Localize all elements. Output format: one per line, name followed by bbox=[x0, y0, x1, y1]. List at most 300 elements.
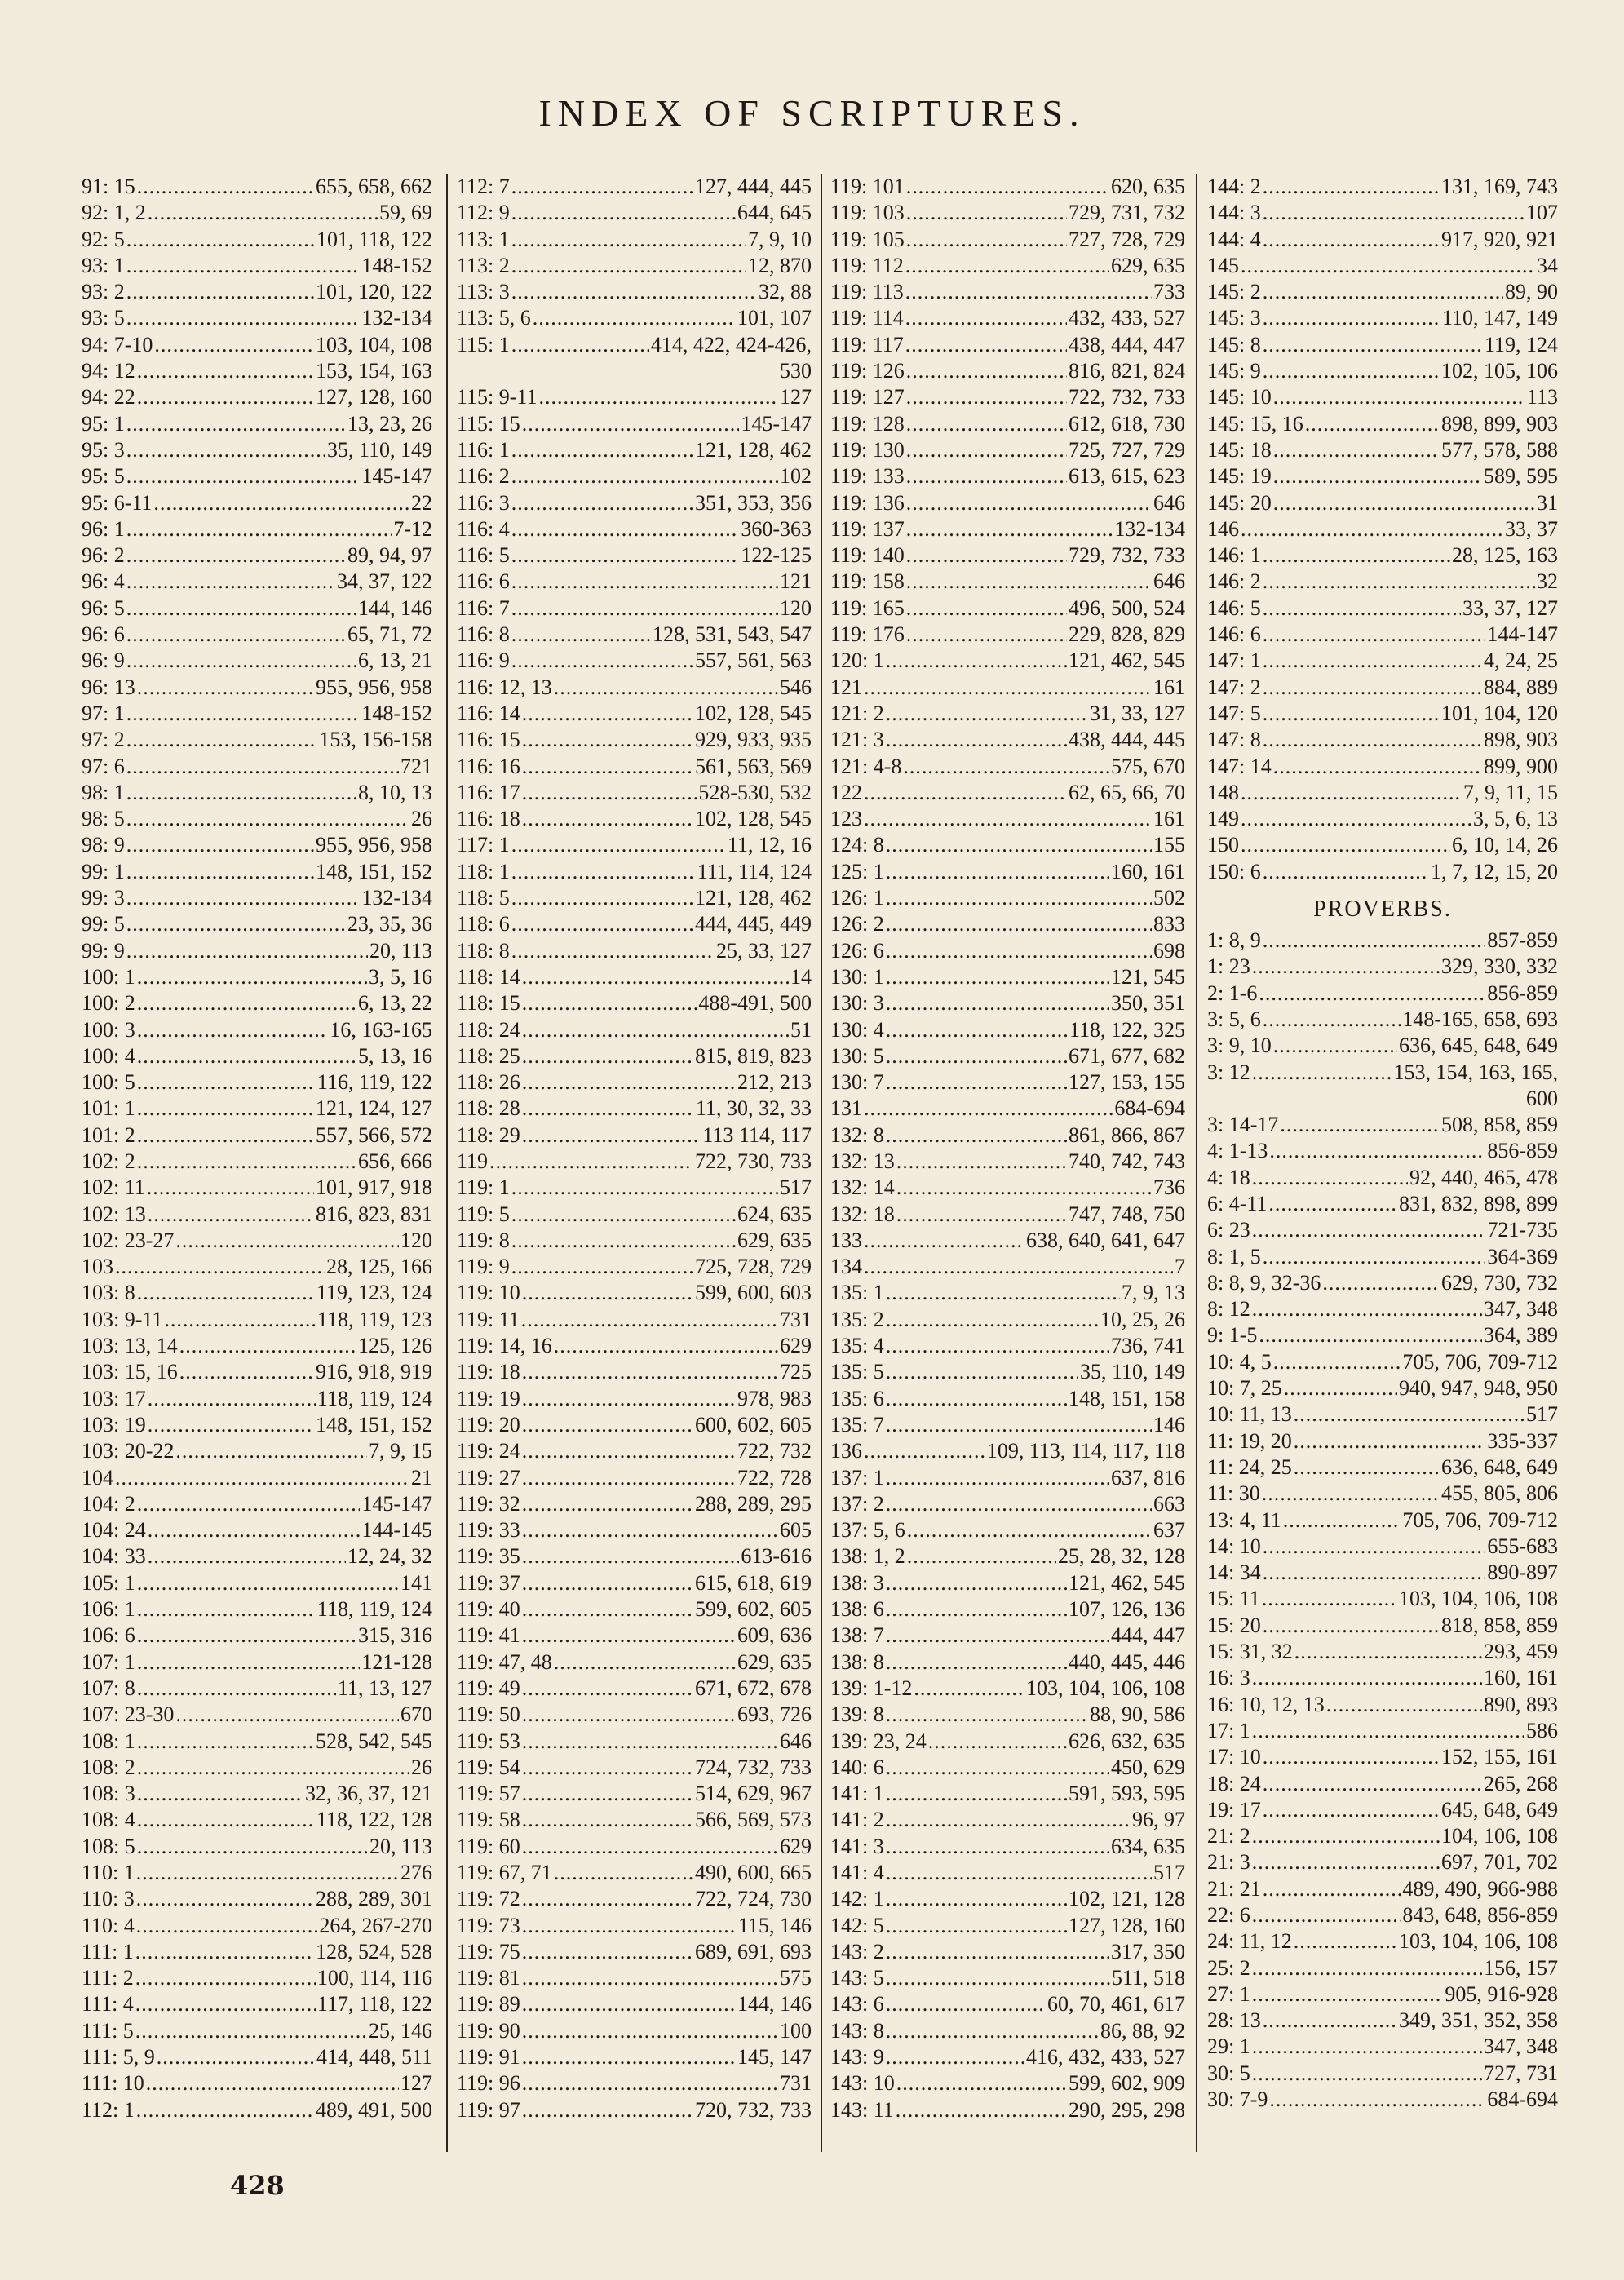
index-entry bbox=[82, 1069, 432, 1096]
dot-leader bbox=[1252, 1902, 1401, 1928]
index-entry bbox=[830, 727, 1185, 753]
page-references: 26 bbox=[411, 1755, 432, 1779]
scripture-reference: 11: 19, 20 bbox=[1207, 1428, 1292, 1453]
index-entry bbox=[1207, 1007, 1558, 1033]
scripture-reference: 116: 16 bbox=[457, 754, 520, 778]
page-references: 102, 105, 106 bbox=[1441, 359, 1558, 383]
scripture-reference: 119: 128 bbox=[830, 411, 905, 436]
scripture-reference: 108: 3 bbox=[82, 1782, 135, 1806]
scripture-reference: 119: 136 bbox=[830, 490, 905, 515]
page-references: 161 bbox=[1153, 807, 1185, 831]
dot-leader bbox=[157, 2044, 315, 2070]
page-references: 145-147 bbox=[361, 464, 432, 489]
dot-leader bbox=[1252, 1823, 1440, 1849]
index-entry bbox=[82, 1543, 432, 1569]
scripture-reference: 118: 8 bbox=[457, 938, 510, 963]
dot-leader bbox=[864, 1228, 1024, 1254]
scripture-reference: 144: 2 bbox=[1207, 175, 1261, 198]
page-references: 740, 742, 743 bbox=[1069, 1149, 1185, 1173]
page-references: 364-369 bbox=[1487, 1244, 1558, 1268]
page-references: 102, 128, 545 bbox=[695, 701, 812, 725]
index-entry bbox=[1207, 1560, 1558, 1586]
index-entry bbox=[82, 1333, 432, 1359]
dot-leader bbox=[522, 1807, 693, 1833]
index-entry bbox=[1207, 305, 1558, 331]
page-references: 626, 632, 635 bbox=[1069, 1729, 1185, 1753]
page-references: 148, 151, 158 bbox=[1069, 1386, 1185, 1410]
dot-leader bbox=[511, 859, 696, 885]
scripture-reference: 119: 33 bbox=[457, 1518, 520, 1543]
index-entry bbox=[82, 2018, 432, 2044]
scripture-reference: 100: 3 bbox=[82, 1017, 135, 1042]
index-entry bbox=[1207, 569, 1558, 595]
scripture-reference: 106: 1 bbox=[82, 1597, 135, 1622]
scripture-reference: 119: 9 bbox=[457, 1255, 510, 1279]
dot-leader bbox=[1252, 2061, 1482, 2087]
index-entry bbox=[457, 1860, 812, 1886]
scripture-reference: 112: 7 bbox=[457, 175, 510, 198]
scripture-reference: 14: 34 bbox=[1207, 1561, 1261, 1585]
page-references: 629, 635 bbox=[1111, 253, 1185, 277]
dot-leader bbox=[1294, 1401, 1524, 1428]
dot-leader bbox=[1326, 1692, 1482, 1718]
scripture-reference: 119: 24 bbox=[457, 1439, 520, 1463]
index-entry bbox=[457, 516, 812, 542]
page-references: 119, 124 bbox=[1484, 332, 1558, 356]
scripture-reference: 110: 4 bbox=[82, 1913, 135, 1937]
page-references: 636, 645, 648, 649 bbox=[1399, 1034, 1558, 1058]
index-entry bbox=[82, 1465, 432, 1491]
scripture-reference: 147: 8 bbox=[1207, 728, 1261, 752]
page-references: 127, 153, 155 bbox=[1069, 1070, 1185, 1095]
page-references: 725, 728, 729 bbox=[695, 1255, 812, 1279]
scripture-reference: 130: 5 bbox=[830, 1043, 884, 1068]
page-references: 818, 858, 859 bbox=[1441, 1613, 1558, 1637]
page-references: 638, 640, 641, 647 bbox=[1026, 1228, 1185, 1252]
scripture-reference: 141: 1 bbox=[830, 1782, 884, 1806]
index-entry bbox=[457, 463, 812, 489]
index-entry bbox=[457, 806, 812, 832]
index-entry bbox=[830, 1069, 1185, 1096]
dot-leader bbox=[886, 1017, 1068, 1043]
scripture-reference: 2: 1-6 bbox=[1207, 981, 1258, 1005]
index-entry bbox=[830, 832, 1185, 858]
scripture-reference: 116: 14 bbox=[457, 701, 520, 725]
page-references: 600 bbox=[1526, 1086, 1558, 1110]
scripture-reference: 91: 15 bbox=[82, 175, 135, 198]
index-entry bbox=[457, 1517, 812, 1543]
page-references: 7, 9, 15 bbox=[369, 1439, 432, 1463]
dot-leader bbox=[1241, 806, 1471, 832]
dot-leader bbox=[126, 516, 392, 542]
page-references: 132-134 bbox=[361, 306, 432, 330]
dot-leader bbox=[928, 1729, 1067, 1755]
scripture-reference: 119: 130 bbox=[830, 437, 905, 462]
index-entry bbox=[82, 384, 432, 410]
scripture-reference: 119: 97 bbox=[457, 2097, 520, 2122]
index-entry bbox=[457, 1359, 812, 1385]
index-entry bbox=[830, 1649, 1185, 1676]
index-entry bbox=[82, 1228, 432, 1254]
scripture-reference: 135: 4 bbox=[830, 1334, 884, 1358]
page-references: 33, 37 bbox=[1505, 516, 1558, 541]
page-references: 5, 13, 16 bbox=[358, 1043, 432, 1068]
scripture-reference: 121: 3 bbox=[830, 728, 884, 752]
page-references: 28, 125, 166 bbox=[326, 1255, 432, 1279]
index-entry bbox=[457, 1543, 812, 1569]
dot-leader bbox=[906, 411, 1067, 437]
page-references: 96, 97 bbox=[1132, 1808, 1185, 1832]
page-references: 898, 899, 903 bbox=[1441, 411, 1558, 436]
page-references: 131, 169, 743 bbox=[1441, 175, 1558, 198]
column-rule bbox=[446, 174, 448, 2152]
index-entry bbox=[82, 780, 432, 806]
page-references: 65, 71, 72 bbox=[347, 622, 432, 647]
index-entry bbox=[1207, 1586, 1558, 1612]
dot-leader bbox=[864, 780, 1067, 806]
index-entry bbox=[1207, 832, 1558, 858]
scripture-reference: 3: 12 bbox=[1207, 1060, 1250, 1084]
scripture-reference: 16: 10, 12, 13 bbox=[1207, 1692, 1325, 1716]
page-references: 899, 900 bbox=[1484, 754, 1558, 778]
dot-leader bbox=[522, 1465, 736, 1491]
page-references: 940, 947, 948, 950 bbox=[1399, 1376, 1558, 1401]
dot-leader bbox=[126, 569, 335, 595]
page-references: 113 114, 117 bbox=[702, 1122, 812, 1147]
page-references: 264, 267-270 bbox=[319, 1913, 432, 1937]
dot-leader bbox=[1263, 859, 1429, 885]
dot-leader bbox=[522, 2070, 778, 2096]
page-references: 11, 12, 16 bbox=[727, 833, 812, 857]
page-references: 528, 542, 545 bbox=[316, 1729, 432, 1753]
scripture-reference: 146: 1 bbox=[1207, 543, 1261, 568]
index-entry bbox=[1207, 1086, 1558, 1112]
dot-leader bbox=[511, 569, 778, 595]
dot-leader bbox=[886, 1702, 1088, 1728]
dot-leader bbox=[886, 1965, 1110, 1991]
dot-leader bbox=[906, 622, 1067, 648]
dot-leader bbox=[135, 1939, 314, 1965]
index-entry bbox=[82, 964, 432, 990]
scripture-reference: 119: 10 bbox=[457, 1281, 520, 1305]
page-references: 916, 918, 919 bbox=[316, 1360, 432, 1384]
index-entry bbox=[1207, 675, 1558, 701]
scripture-reference: 135: 7 bbox=[830, 1412, 884, 1437]
index-entry bbox=[457, 595, 812, 622]
scripture-reference: 119: 101 bbox=[830, 175, 905, 198]
index-entry bbox=[1207, 1849, 1558, 1875]
scripture-reference: 145: 9 bbox=[1207, 359, 1261, 383]
index-entry bbox=[82, 911, 432, 937]
dot-leader bbox=[522, 1755, 693, 1781]
dot-leader bbox=[896, 1149, 1067, 1175]
page-references: 725 bbox=[780, 1360, 812, 1384]
index-entry bbox=[1207, 727, 1558, 753]
index-entry bbox=[830, 279, 1185, 305]
index-entry bbox=[1207, 1665, 1558, 1691]
index-entry bbox=[1207, 1191, 1558, 1217]
scripture-reference: 122 bbox=[830, 780, 862, 804]
scripture-reference: 145: 10 bbox=[1207, 385, 1272, 410]
scripture-reference: 117: 1 bbox=[457, 833, 510, 857]
scripture-reference: 25: 2 bbox=[1207, 1955, 1250, 1980]
page-references: 444, 445, 449 bbox=[695, 912, 812, 936]
index-entry bbox=[830, 885, 1185, 911]
scripture-reference: 119: 14, 16 bbox=[457, 1334, 552, 1358]
index-entry bbox=[1207, 1244, 1558, 1270]
page-references: 121, 462, 545 bbox=[1069, 649, 1185, 673]
scripture-reference: 30: 5 bbox=[1207, 2061, 1250, 2085]
dot-leader bbox=[521, 1307, 778, 1333]
page-references: 120 bbox=[780, 595, 812, 620]
scripture-reference: 30: 7-9 bbox=[1207, 2087, 1268, 2112]
page-references: 145, 147 bbox=[737, 2045, 812, 2070]
dot-leader bbox=[522, 1491, 693, 1517]
page-references: 148, 151, 152 bbox=[316, 1412, 432, 1437]
index-entry bbox=[830, 911, 1185, 937]
dot-leader bbox=[511, 938, 715, 964]
dot-leader bbox=[522, 1096, 694, 1122]
page-references: 7 bbox=[1175, 1255, 1185, 1279]
page-references: 113 bbox=[1526, 385, 1558, 410]
page-references: 444, 447 bbox=[1111, 1623, 1185, 1648]
index-entry bbox=[1207, 2061, 1558, 2087]
index-column-1 bbox=[82, 174, 432, 2123]
index-entry bbox=[830, 1596, 1185, 1623]
dot-leader bbox=[906, 358, 1067, 384]
dot-leader bbox=[511, 227, 746, 253]
index-entry bbox=[457, 1913, 812, 1939]
scripture-reference: 100: 5 bbox=[82, 1070, 135, 1095]
scripture-reference: 145: 8 bbox=[1207, 332, 1261, 356]
dot-leader bbox=[522, 1386, 736, 1412]
scripture-reference: 145: 20 bbox=[1207, 490, 1272, 515]
scripture-reference: 118: 14 bbox=[457, 964, 520, 989]
scripture-reference: 116: 8 bbox=[457, 622, 510, 647]
index-entry bbox=[1207, 1454, 1558, 1481]
dot-leader bbox=[1294, 1928, 1397, 1955]
page-references: 727, 731 bbox=[1484, 2061, 1558, 2085]
scripture-reference: 8: 8, 9, 32-36 bbox=[1207, 1270, 1321, 1295]
dot-leader bbox=[511, 437, 693, 463]
dot-leader bbox=[554, 675, 778, 701]
dot-leader bbox=[511, 174, 693, 200]
page-references: 613-616 bbox=[741, 1544, 812, 1569]
index-entry bbox=[1207, 358, 1558, 384]
dot-leader bbox=[511, 490, 693, 516]
scripture-reference: 119: 20 bbox=[457, 1412, 520, 1437]
index-entry bbox=[1207, 490, 1558, 516]
page-references: 148, 151, 152 bbox=[316, 859, 432, 883]
index-entry bbox=[82, 648, 432, 674]
scripture-reference: 14: 10 bbox=[1207, 1534, 1261, 1558]
index-entry bbox=[1207, 1375, 1558, 1401]
dot-leader bbox=[522, 1069, 736, 1096]
page-references: 646 bbox=[780, 1729, 812, 1753]
scripture-reference: 116: 5 bbox=[457, 543, 510, 568]
scripture-reference: 119: 113 bbox=[830, 280, 904, 304]
index-entry bbox=[82, 1965, 432, 1991]
scripture-reference: 119: 176 bbox=[830, 622, 905, 647]
page-references: 646 bbox=[1153, 569, 1185, 594]
page-references: 315, 316 bbox=[358, 1623, 432, 1648]
page-references: 11, 13, 127 bbox=[337, 1676, 432, 1700]
scripture-reference: 119: 117 bbox=[830, 332, 904, 356]
scripture-reference: 119: 73 bbox=[457, 1913, 520, 1937]
dot-leader bbox=[511, 595, 778, 622]
index-entry bbox=[830, 1175, 1185, 1201]
scripture-reference: 119: 89 bbox=[457, 1992, 520, 2017]
index-entry bbox=[1207, 1534, 1558, 1560]
dot-leader bbox=[126, 463, 361, 489]
scripture-reference: 96: 9 bbox=[82, 649, 125, 673]
scripture-reference: 146: 5 bbox=[1207, 595, 1261, 620]
scripture-reference: 137: 1 bbox=[830, 1465, 884, 1490]
page-references: 725, 727, 729 bbox=[1069, 437, 1185, 462]
index-entry bbox=[457, 1202, 812, 1228]
page-references: 440, 445, 446 bbox=[1069, 1649, 1185, 1674]
dot-leader bbox=[1283, 1507, 1401, 1534]
index-entry bbox=[457, 1491, 812, 1517]
scripture-reference: 131 bbox=[830, 1096, 862, 1121]
page-references: 517 bbox=[1526, 1402, 1558, 1427]
index-entry bbox=[1207, 253, 1558, 279]
index-entry bbox=[830, 1202, 1185, 1228]
scripture-reference: 104 bbox=[82, 1465, 113, 1490]
page-references: 161 bbox=[1153, 675, 1185, 699]
index-entry bbox=[82, 1254, 432, 1280]
index-entry bbox=[830, 200, 1185, 226]
index-entry bbox=[82, 1913, 432, 1939]
scripture-reference: 22: 6 bbox=[1207, 1903, 1250, 1927]
dot-leader bbox=[126, 411, 346, 437]
index-entry bbox=[82, 1729, 432, 1755]
scripture-reference: 27: 1 bbox=[1207, 1981, 1250, 2006]
page-references: 121, 128, 462 bbox=[695, 886, 812, 910]
scripture-reference: 11: 24, 25 bbox=[1207, 1454, 1292, 1479]
dot-leader bbox=[886, 859, 1109, 885]
page-references: 705, 706, 709-712 bbox=[1402, 1507, 1558, 1532]
dot-leader bbox=[886, 1913, 1067, 1939]
dot-leader bbox=[1252, 1718, 1524, 1744]
scripture-reference: 10: 11, 13 bbox=[1207, 1402, 1292, 1427]
page-references: 160, 161 bbox=[1484, 1666, 1558, 1690]
page-references: 118, 122, 325 bbox=[1069, 1017, 1185, 1042]
dot-leader bbox=[1322, 1270, 1440, 1296]
index-entry bbox=[830, 2097, 1185, 2123]
dot-leader bbox=[522, 806, 693, 832]
dot-leader bbox=[115, 1465, 409, 1491]
index-entry bbox=[82, 1517, 432, 1543]
dot-leader bbox=[511, 279, 757, 305]
dot-leader bbox=[522, 1991, 736, 2017]
page-references: 121, 124, 127 bbox=[316, 1096, 432, 1121]
scripture-reference: 146: 2 bbox=[1207, 569, 1261, 594]
page-references: 856-859 bbox=[1487, 1139, 1558, 1163]
index-entry bbox=[82, 200, 432, 226]
scripture-reference: 116: 15 bbox=[457, 728, 520, 752]
dot-leader bbox=[907, 1543, 1056, 1569]
dot-leader bbox=[522, 727, 693, 753]
dot-leader bbox=[1273, 754, 1482, 780]
dot-leader bbox=[511, 253, 746, 279]
page-references: 6, 10, 14, 26 bbox=[1452, 833, 1558, 857]
index-entry bbox=[1207, 648, 1558, 674]
scripture-reference: 119: 54 bbox=[457, 1755, 520, 1779]
index-entry bbox=[830, 1438, 1185, 1464]
dot-leader bbox=[906, 227, 1067, 253]
dot-leader bbox=[886, 990, 1109, 1016]
page-references: 609, 636 bbox=[737, 1623, 812, 1648]
dot-leader bbox=[906, 384, 1067, 410]
dot-leader bbox=[1273, 384, 1525, 410]
page-references: 600, 602, 605 bbox=[695, 1412, 812, 1437]
scripture-reference: 116: 7 bbox=[457, 595, 510, 620]
dot-leader bbox=[1305, 411, 1440, 437]
page-references: 731 bbox=[780, 2071, 812, 2096]
scripture-reference: 145: 15, 16 bbox=[1207, 411, 1303, 436]
scripture-reference: 99: 9 bbox=[82, 938, 125, 963]
scripture-reference: 119: 90 bbox=[457, 2018, 520, 2043]
dot-leader bbox=[864, 675, 1152, 701]
dot-leader bbox=[126, 754, 399, 780]
index-entry bbox=[1207, 1165, 1558, 1191]
scripture-reference: 103: 20-22 bbox=[82, 1439, 175, 1463]
index-entry bbox=[82, 490, 432, 516]
page-references: 160, 161 bbox=[1111, 859, 1185, 883]
scripture-reference: 18: 24 bbox=[1207, 1771, 1261, 1795]
page-references: 101, 107 bbox=[737, 306, 812, 330]
index-entry bbox=[82, 1886, 432, 1912]
index-entry bbox=[1207, 1481, 1558, 1507]
scripture-reference: 137: 5, 6 bbox=[830, 1518, 905, 1543]
index-entry bbox=[1207, 1823, 1558, 1849]
scripture-reference: 104: 33 bbox=[82, 1544, 146, 1569]
dot-leader bbox=[1252, 1955, 1482, 1981]
page-references: 629 bbox=[780, 1334, 812, 1358]
index-entry bbox=[830, 1965, 1185, 1991]
index-entry bbox=[82, 569, 432, 595]
index-entry bbox=[830, 1412, 1185, 1438]
page-references: 32, 88 bbox=[759, 280, 812, 304]
page-references: 212, 213 bbox=[737, 1070, 812, 1095]
scripture-reference: 150 bbox=[1207, 833, 1239, 857]
index-entry bbox=[82, 1676, 432, 1702]
scripture-reference: 119: 53 bbox=[457, 1729, 520, 1753]
page-references: 32, 36, 37, 121 bbox=[305, 1782, 432, 1806]
scripture-reference: 29: 1 bbox=[1207, 2034, 1250, 2059]
dot-leader bbox=[886, 1333, 1109, 1359]
dot-leader bbox=[164, 1307, 316, 1333]
scripture-reference: 116: 1 bbox=[457, 437, 510, 462]
page-references: 12, 870 bbox=[748, 253, 812, 277]
dot-leader bbox=[864, 1096, 1113, 1122]
page-references: 127 bbox=[400, 2071, 432, 2096]
page-references: 103, 104, 108 bbox=[316, 332, 432, 356]
index-entry bbox=[457, 1965, 812, 1991]
page-references: 905, 916-928 bbox=[1445, 1981, 1558, 2006]
page-references: 335-337 bbox=[1487, 1428, 1558, 1453]
page-references: 575 bbox=[780, 1966, 812, 1990]
scripture-reference: 119: 91 bbox=[457, 2045, 520, 2070]
dot-leader bbox=[1284, 1375, 1397, 1401]
scripture-reference: 119: 67, 71 bbox=[457, 1861, 552, 1884]
scripture-reference: 141: 2 bbox=[830, 1808, 884, 1832]
dot-leader bbox=[137, 384, 314, 410]
index-entry bbox=[457, 1729, 812, 1755]
page-references: 747, 748, 750 bbox=[1069, 1202, 1185, 1226]
column-rule bbox=[1196, 174, 1197, 2152]
